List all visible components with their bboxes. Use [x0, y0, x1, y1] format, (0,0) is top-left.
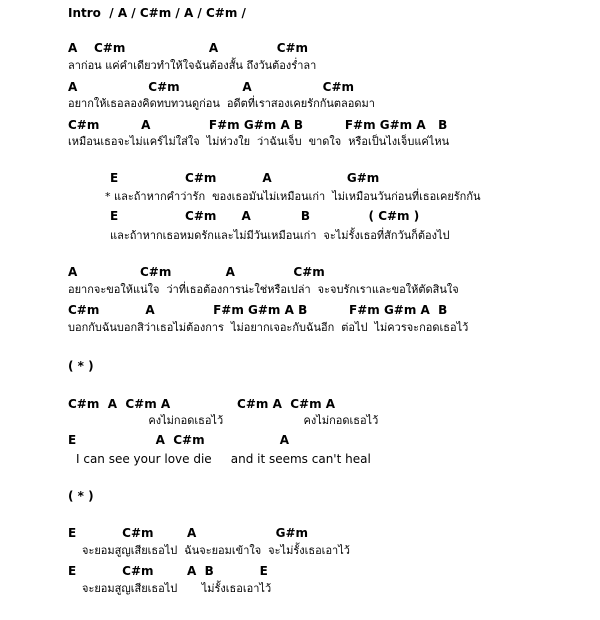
verse2-lyrics-1: อยากจะขอให้แน่ใจ ว่าที่เธอต้องการน่ะใช่หรือเปล่า จะจบรักเราและขอให้ตัดสินใจ: [68, 283, 459, 296]
chorus-lyrics-1: * และถ้าหากคำว่ารัก ของเธอมันไม่เหมือนเก่า ไม่เหมือนวันก่อนที่เธอเคยรักกัน: [105, 190, 481, 203]
chorus-lyrics-2: และถ้าหากเธอหมดรักและไม่มีวันเหมือนเก่า จะไม่รั้งเธอที่สักวันก็ต้องไป: [110, 229, 450, 242]
bridge-lyrics-1: คงไม่กอดเธอไว้ คงไม่กอดเธอไว้: [68, 414, 379, 427]
intro-line: Intro / A / C#m / A / C#m /: [68, 6, 246, 20]
verse1-lyrics-1: ลาก่อน แค่คำเดียวทำให้ใจฉันต้องสั้น ถึงวันต้องร่ำลา: [68, 59, 317, 72]
chorus-chords-1: E C#m A G#m: [110, 171, 380, 185]
repeat-chorus-marker-1: ( * ): [68, 359, 94, 373]
verse1-lyrics-3: เหมือนเธอจะไม่แคร์ไม่ใส่ใจ ไม่ห่วงใย ว่าฉันเจ็บ ขาดใจ หรือเป็นไงเจ็บแค่ไหน: [68, 135, 450, 148]
verse1-chords-3: C#m A F#m G#m A B F#m G#m A B: [68, 118, 448, 132]
verse1-chords-1: A C#m A C#m: [68, 41, 309, 55]
outro-chords-1: E C#m A G#m: [68, 526, 309, 540]
verse2-lyrics-2: บอกกับฉันบอกสิว่าเธอไม่ต้องการ ไม่อยากเจอะกับฉันอีก ต่อไป ไม่ควรจะกอดเธอไว้: [68, 321, 469, 334]
chorus-chords-2: E C#m A B ( C#m ): [110, 209, 420, 223]
bridge-chords-2: E A C#m A: [68, 433, 290, 447]
bridge-lyrics-2: I can see your love die and it seems can't heal: [76, 452, 371, 466]
outro-lyrics-1: จะยอมสูญเสียเธอไป ฉันจะยอมเข้าใจ จะไม่รั้งเธอเอาไว้: [82, 544, 350, 557]
repeat-chorus-marker-2: ( * ): [68, 489, 94, 503]
outro-lyrics-2: จะยอมสูญเสียเธอไป ไม่รั้งเธอเอาไว้: [82, 582, 272, 595]
bridge-chords-1: C#m A C#m A C#m A C#m A: [68, 397, 336, 411]
verse2-chords-1: A C#m A C#m: [68, 265, 325, 279]
verse1-chords-2: A C#m A C#m: [68, 80, 355, 94]
outro-chords-2: E C#m A B E: [68, 564, 268, 578]
verse1-lyrics-2: อยากให้เธอลองคิดทบทวนดูก่อน อดีตที่เราสองเคยรักกันตลอดมา: [68, 97, 375, 110]
verse2-chords-2: C#m A F#m G#m A B F#m G#m A B: [68, 303, 448, 317]
